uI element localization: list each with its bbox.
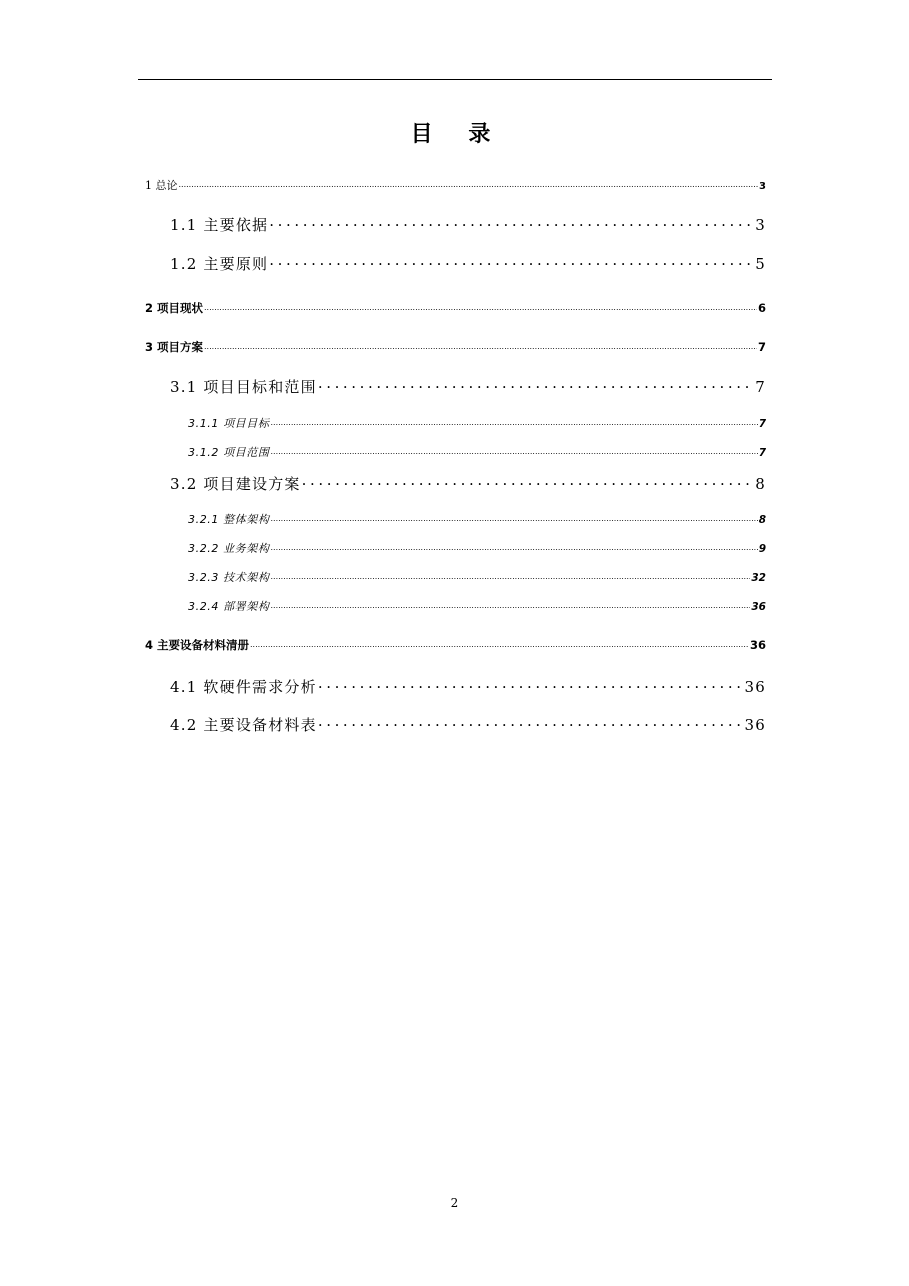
toc-dot-leader bbox=[204, 300, 757, 312]
toc-entry-4[interactable] bbox=[145, 637, 766, 652]
toc-entry-label: 4 主要设备材料清册 bbox=[145, 638, 250, 652]
toc-page-number: 7 bbox=[758, 418, 766, 430]
toc-page-number: 36 bbox=[744, 678, 766, 696]
toc-dot-leader bbox=[250, 637, 749, 649]
toc-entry-3-2-2[interactable] bbox=[188, 540, 766, 555]
toc-page-number: 32 bbox=[751, 572, 766, 584]
toc-page-number: 7 bbox=[758, 447, 766, 459]
toc-dot-leader bbox=[318, 374, 754, 392]
toc-dot-leader bbox=[269, 212, 754, 230]
toc-entry-label: 4.2 主要设备材料表 bbox=[170, 716, 317, 734]
toc-page-number: 8 bbox=[758, 514, 766, 526]
toc-page-number: 36 bbox=[749, 638, 766, 652]
footer-page-number: 2 bbox=[450, 1196, 459, 1210]
toc-entry-label: 3.2.2 业务架构 bbox=[188, 542, 270, 555]
toc-entry-3-1-1[interactable] bbox=[188, 415, 766, 430]
toc-entry-label: 2 项目现状 bbox=[145, 301, 204, 315]
toc-dot-leader bbox=[271, 598, 751, 610]
toc-entry-label: 3.1 项目目标和范围 bbox=[170, 378, 317, 396]
toc-entry-label: 3.2.3 技术架构 bbox=[188, 571, 270, 584]
toc-entry-4-1[interactable] bbox=[170, 674, 766, 694]
toc-page-number: 6 bbox=[757, 301, 766, 315]
toc-page-number: 36 bbox=[744, 716, 766, 734]
toc-entry-3-1[interactable] bbox=[170, 374, 766, 394]
toc-dot-leader bbox=[271, 444, 758, 456]
toc-page-number: 36 bbox=[751, 601, 766, 613]
toc-entry-4-2[interactable] bbox=[170, 712, 766, 732]
toc-entry-label: 3.2.4 部署架构 bbox=[188, 600, 270, 613]
toc-dot-leader bbox=[302, 471, 755, 489]
toc-entry-label: 3.2.1 整体架构 bbox=[188, 513, 270, 526]
toc-entry-1-2[interactable] bbox=[170, 251, 766, 271]
toc-page-number: 9 bbox=[758, 543, 766, 555]
toc-entry-3-2-3[interactable] bbox=[188, 569, 766, 584]
toc-page-number: 8 bbox=[755, 475, 766, 493]
toc-title: 目 录 bbox=[410, 122, 505, 147]
toc-dot-leader bbox=[271, 540, 758, 552]
toc-entry-1[interactable] bbox=[145, 177, 766, 192]
toc-dot-leader bbox=[204, 339, 757, 351]
toc-entry-3-2-4[interactable] bbox=[188, 598, 766, 613]
toc-page-number: 7 bbox=[757, 340, 766, 354]
toc-entry-label: 4.1 软硬件需求分析 bbox=[170, 678, 317, 696]
toc-page-number: 3 bbox=[759, 181, 766, 192]
toc-entry-label: 1.1 主要依据 bbox=[170, 216, 269, 234]
toc-page-number: 7 bbox=[755, 378, 766, 396]
toc-entry-label: 1.2 主要原则 bbox=[170, 255, 269, 273]
toc-page-number: 3 bbox=[755, 216, 766, 234]
toc-entry-1-1[interactable] bbox=[170, 212, 766, 232]
toc-entry-2[interactable] bbox=[145, 300, 766, 315]
toc-entry-3[interactable] bbox=[145, 339, 766, 354]
toc-entry-label: 3.1.1 项目目标 bbox=[188, 417, 270, 430]
toc-dot-leader bbox=[318, 712, 744, 730]
toc-dot-leader bbox=[271, 415, 758, 427]
toc-entry-3-2-1[interactable] bbox=[188, 511, 766, 526]
toc-dot-leader bbox=[271, 511, 758, 523]
toc-dot-leader bbox=[179, 177, 759, 189]
toc-dot-leader bbox=[271, 569, 751, 581]
toc-entry-label: 1 总论 bbox=[145, 179, 178, 192]
toc-dot-leader bbox=[318, 674, 744, 692]
toc-entry-label: 3.2 项目建设方案 bbox=[170, 475, 301, 493]
toc-entry-3-1-2[interactable] bbox=[188, 444, 766, 459]
toc-entry-label: 3 项目方案 bbox=[145, 340, 204, 354]
toc-page-number: 5 bbox=[755, 255, 766, 273]
toc-entry-3-2[interactable] bbox=[170, 471, 766, 491]
toc-entry-label: 3.1.2 项目范围 bbox=[188, 446, 270, 459]
toc-dot-leader bbox=[269, 251, 754, 269]
